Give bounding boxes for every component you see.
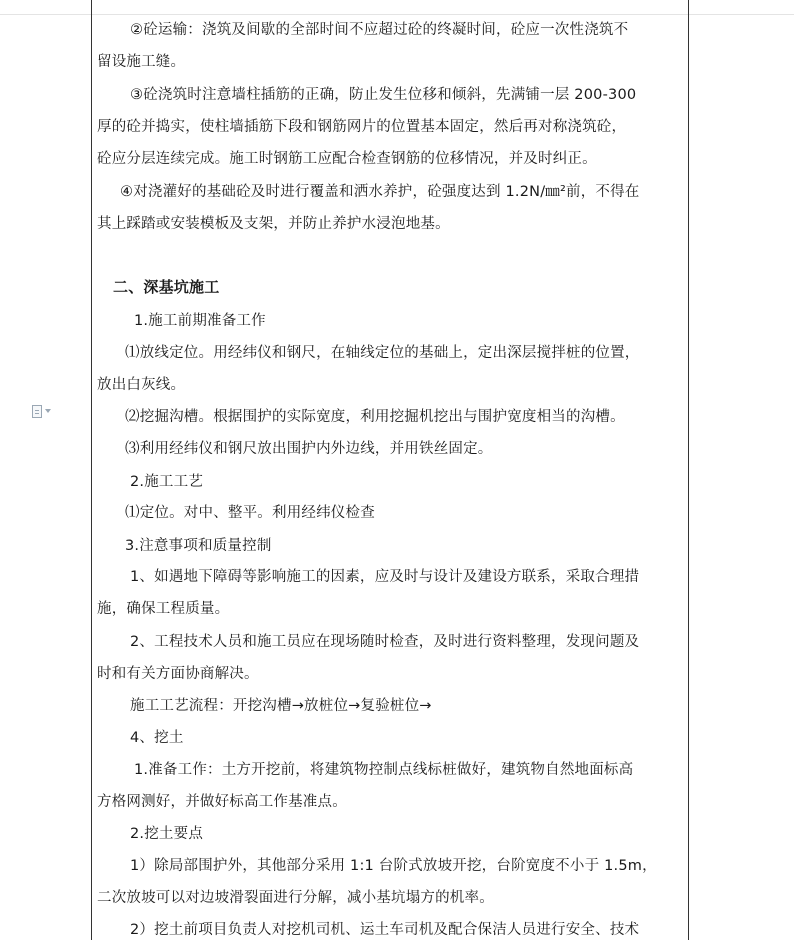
text-line: 砼应分层连续完成。施工时钢筋工应配合检查钢筋的位移情况，并及时纠正。 xyxy=(97,151,597,167)
subheading: 1.施工前期准备工作 xyxy=(134,313,266,329)
text-line: ⑴定位。对中、整平。利用经纬仪检查 xyxy=(125,505,375,521)
text-line: 1、如遇地下障碍等影响施工的因素，应及时与设计及建设方联系，采取合理措 xyxy=(130,569,640,585)
subheading: 2.挖土要点 xyxy=(130,826,204,842)
subheading: 2.施工工艺 xyxy=(130,474,204,490)
text-line: ⑴放线定位。用经纬仪和钢尺，在轴线定位的基础上，定出深层搅拌桩的位置， xyxy=(125,345,640,361)
text-line: ⑵挖掘沟槽。根据围护的实际宽度，利用挖掘机挖出与围护宽度相当的沟槽。 xyxy=(125,409,625,425)
text-line: 1）除局部围护外，其他部分采用 1:1 台阶式放坡开挖，台阶宽度不小于 1.5m， xyxy=(130,858,657,874)
subheading: 4、挖土 xyxy=(130,730,184,746)
text-line: ②砼运输：浇筑及间歇的全部时间不应超过砼的终凝时间，砼应一次性浇筑不 xyxy=(130,22,629,38)
text-line: 放出白灰线。 xyxy=(97,377,186,393)
section-heading: 二、深基坑施工 xyxy=(113,278,220,296)
text-line: 厚的砼并捣实，使柱墙插筋下段和钢筋网片的位置基本固定，然后再对称浇筑砼， xyxy=(97,119,627,135)
chevron-down-icon xyxy=(45,409,51,413)
text-line: 施，确保工程质量。 xyxy=(97,601,230,617)
text-line: ④对浇灌好的基础砼及时进行覆盖和洒水养护，砼强度达到 1.2N/㎜²前，不得在 xyxy=(120,184,640,200)
text-line: 施工工艺流程：开挖沟槽→放桩位→复验桩位→ xyxy=(130,698,432,714)
text-line: ③砼浇筑时注意墙柱插筋的正确，防止发生位移和倾斜，先满铺一层 200-300 xyxy=(130,87,637,103)
text-line: 方格网测好，并做好标高工作基准点。 xyxy=(97,794,347,810)
text-line: ⑶利用经纬仪和钢尺放出围护内外边线，并用铁丝固定。 xyxy=(125,441,493,457)
text-line: 二次放坡可以对边坡滑裂面进行分解，减小基坑塌方的机率。 xyxy=(97,890,494,906)
text-line: 2、工程技术人员和施工员应在现场随时检查，及时进行资料整理，发现问题及 xyxy=(130,634,640,650)
paragraph-menu-icon[interactable] xyxy=(32,403,58,419)
text-line: 时和有关方面协商解决。 xyxy=(97,666,259,682)
text-line: 2）挖土前项目负责人对挖机司机、运土车司机及配合保洁人员进行安全、技术 xyxy=(130,922,640,938)
subheading: 3.注意事项和质量控制 xyxy=(125,538,272,554)
text-line: 1.准备工作：土方开挖前，将建筑物控制点线标桩做好，建筑物自然地面标高 xyxy=(134,762,634,778)
text-line: 其上踩踏或安装模板及支架，并防止养护水浸泡地基。 xyxy=(97,216,450,232)
document-icon xyxy=(32,405,42,418)
text-line: 留设施工缝。 xyxy=(97,54,186,70)
